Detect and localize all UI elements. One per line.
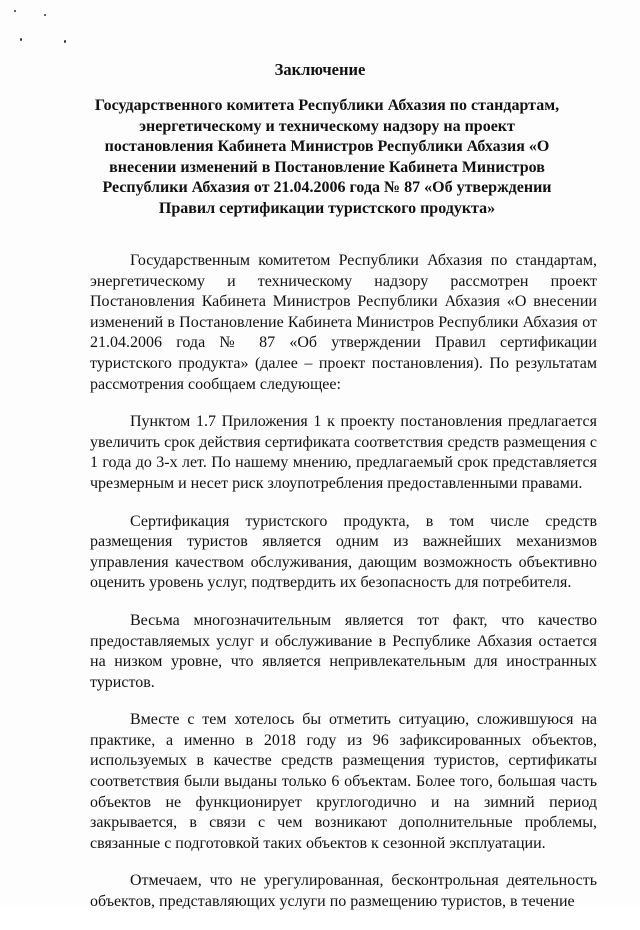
scan-speck bbox=[20, 38, 22, 41]
paragraph: Отмечаем, что не урегулированная, бесконтрольная деятельность объектов, представляющих услуги по размещению туристов, в течение bbox=[90, 872, 597, 911]
paragraph: Сертификация туристского продукта, в том числе средств размещения туристов является одним из важнейших механизмов управления качеством обслуживания, дающим возможность объективно оценить уровень услуг, подтвердить их безопасность для потребителя. bbox=[90, 512, 597, 592]
scan-speck bbox=[14, 10, 16, 12]
scan-speck bbox=[64, 40, 66, 43]
paragraph: Пунктом 1.7 Приложения 1 к проекту постановления предлагается увеличить срок действия сертификата соответствия средств размещения с 1 года до 3-х лет. По нашему мнению, предлагаемый срок представляется чрезмерным и несет риск злоупотребления предоставленными правами. bbox=[90, 413, 597, 492]
document-subtitle: Государственного комитета Республики Абхазия по стандартам, энергетическому и техническому надзору на проект постановления Кабинета Министров Республики Абхазия «О внесении изменений в Постановление Кабинета Министров Республики Абхазия от 21.04.2006 года № 87 «Об утверждении Правил сертификации туристского продукта» bbox=[94, 97, 560, 217]
paragraph: Вместе с тем хотелось бы отметить ситуацию, сложившуюся на практике, а именно в 2018 году из 96 зафиксированных объектов, используемых в качестве средств размещения туристов, сертификаты соответствия были выданы только 6 объектам. Более того, большая часть объектов не функционирует круглогодично и на зимний период закрывается, в связи с чем возникают дополнительные проблемы, связанные с подготовкой таких объектов к сезонной эксплуатации. bbox=[90, 711, 597, 852]
paragraph: Весьма многозначительным является тот факт, что качество предоставляемых услуг и обслуживание в Республике Абхазия остается на низком уровне, что является непривлекательным для иностранных туристов. bbox=[90, 611, 597, 691]
paragraph: Государственным комитетом Республики Абхазия по стандартам, энергетическому и техническому надзору рассмотрен проект Постановления Кабинета Министров Республики Абхазия «О внесении изменений в Постановление Кабинета Министров Республики Абхазия от 21.04.2006 года № 87 «Об утверждении Правил сертификации туристского продукта» (далее – проект постановления). По результатам рассмотрения сообщаем следующее: bbox=[90, 252, 597, 393]
document-body bbox=[90, 251, 597, 930]
document-title: Заключение bbox=[274, 60, 366, 79]
scan-speck bbox=[44, 14, 46, 16]
